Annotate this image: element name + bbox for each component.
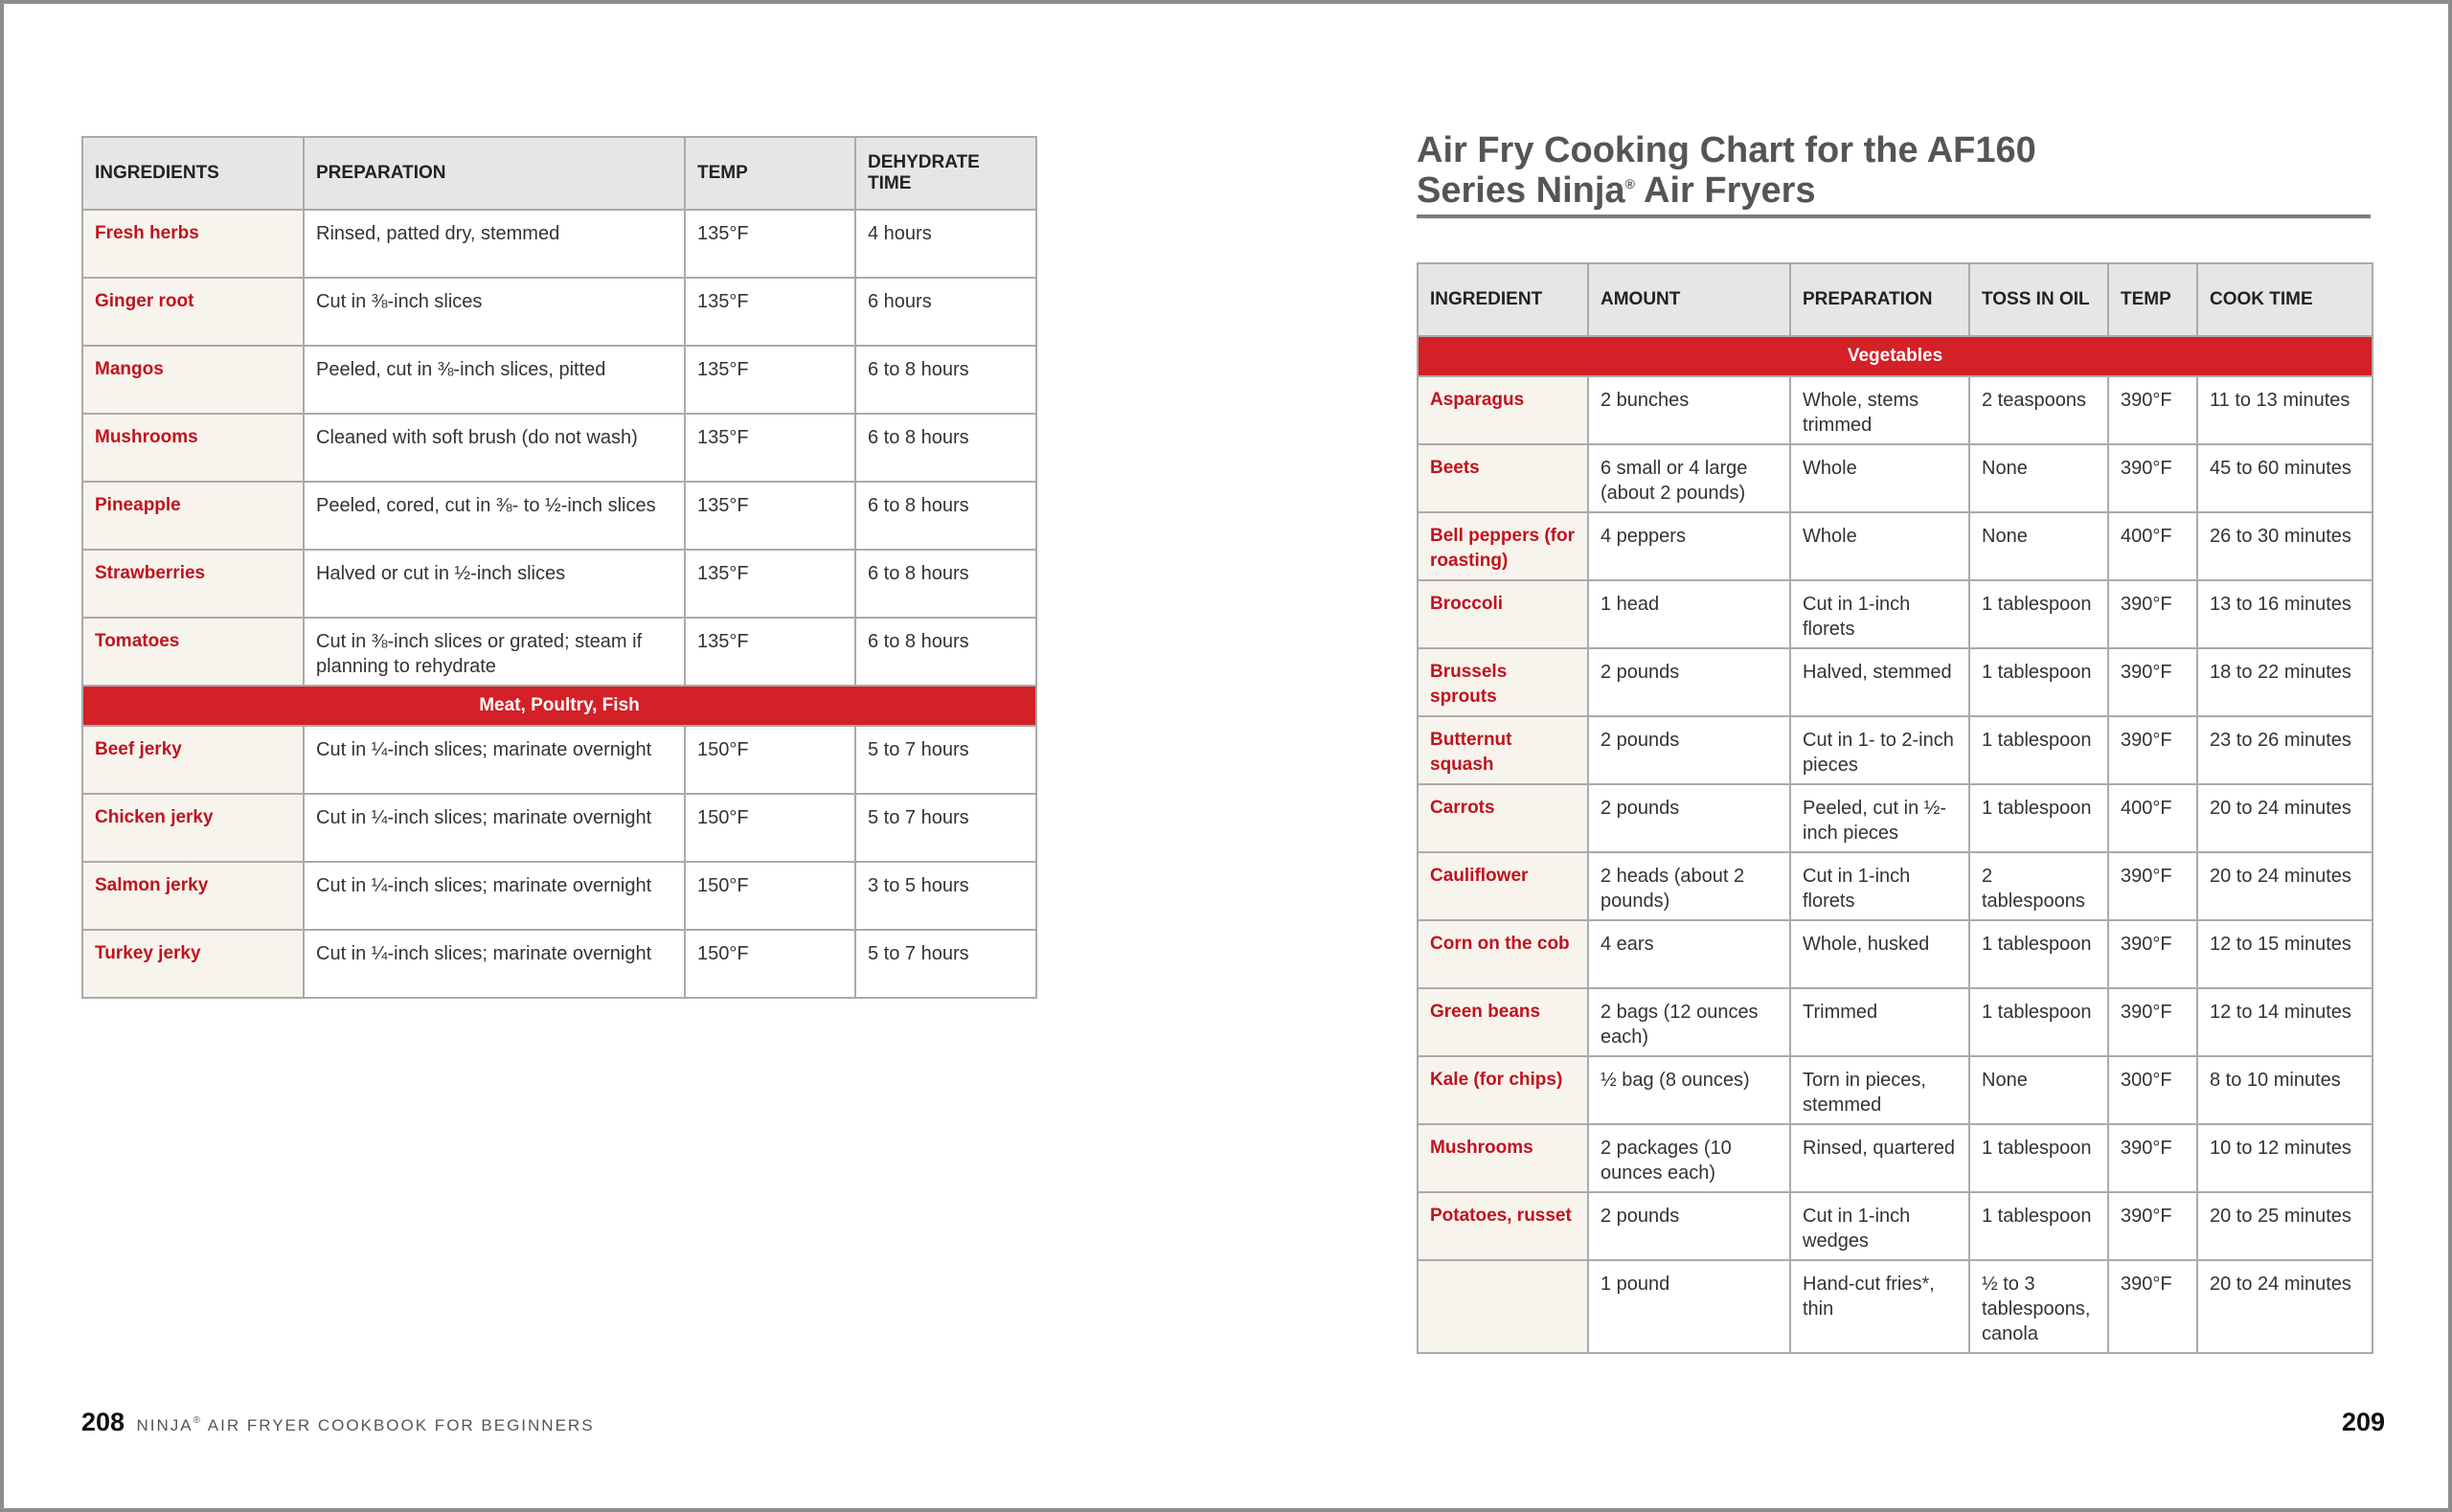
cook-time-cell: 13 to 16 minutes — [2197, 580, 2373, 648]
temp-cell: 390°F — [2108, 1124, 2197, 1192]
section-header-row — [82, 686, 1036, 726]
ingredient-cell: Corn on the cob — [1418, 920, 1588, 988]
amount-cell: 2 pounds — [1588, 1192, 1790, 1260]
temp-cell: 135°F — [685, 482, 855, 550]
preparation-cell: Cut in 1-inch florets — [1790, 580, 1969, 648]
table-row — [1418, 1056, 2373, 1124]
toss-in-oil-cell: None — [1969, 1056, 2108, 1124]
table-row — [82, 618, 1036, 686]
amount-cell: 1 pound — [1588, 1260, 1790, 1353]
amount-cell: 4 peppers — [1588, 512, 1790, 580]
right-page-number: 209 — [2341, 1408, 2385, 1436]
preparation-cell: Cut in ⅜-inch slices — [304, 278, 685, 346]
table-header-row — [1418, 263, 2373, 336]
toss-in-oil-cell: 1 tablespoon — [1969, 648, 2108, 716]
amount-cell: ½ bag (8 ounces) — [1588, 1056, 1790, 1124]
preparation-cell: Halved or cut in ½-inch slices — [304, 550, 685, 618]
amount-cell: 4 ears — [1588, 920, 1790, 988]
table-row — [1418, 784, 2373, 852]
page-title-line2-a: Series Ninja — [1417, 170, 1625, 211]
preparation-cell: Cut in ⅜-inch slices or grated; steam if planning to rehydrate — [304, 618, 685, 686]
dehydrate-time-cell: 6 to 8 hours — [855, 550, 1036, 618]
preparation-cell: Cut in ¼-inch slices; marinate overnight — [304, 930, 685, 998]
column-header-cook-time: COOK TIME — [2197, 263, 2373, 336]
preparation-cell: Torn in pieces, stemmed — [1790, 1056, 1969, 1124]
amount-cell: 2 packages (10 ounces each) — [1588, 1124, 1790, 1192]
dehydrate-time-cell: 5 to 7 hours — [855, 794, 1036, 862]
preparation-cell: Whole, stems trimmed — [1790, 376, 1969, 444]
column-header-preparation: PREPARATION — [304, 137, 685, 210]
amount-cell: 2 bunches — [1588, 376, 1790, 444]
column-header-preparation: PREPARATION — [1790, 263, 1969, 336]
ingredient-cell: Butternut squash — [1418, 716, 1588, 784]
amount-cell: 2 pounds — [1588, 716, 1790, 784]
air-fry-chart-body — [1418, 336, 2373, 1353]
preparation-cell: Cut in 1- to 2-inch pieces — [1790, 716, 1969, 784]
table-row — [1418, 920, 2373, 988]
table-row — [82, 930, 1036, 998]
table-row — [1418, 512, 2373, 580]
amount-cell: 2 heads (about 2 pounds) — [1588, 852, 1790, 920]
ingredient-cell: Mushrooms — [82, 414, 304, 482]
ingredient-cell: Beets — [1418, 444, 1588, 512]
temp-cell: 135°F — [685, 618, 855, 686]
dehydrate-time-cell: 6 to 8 hours — [855, 346, 1036, 414]
ingredient-cell: Chicken jerky — [82, 794, 304, 862]
book-title-rest: AIR FRYER COOKBOOK FOR BEGINNERS — [202, 1416, 595, 1434]
title-divider — [1417, 214, 2371, 218]
dehydrate-time-cell: 5 to 7 hours — [855, 930, 1036, 998]
ingredient-cell: Brussels sprouts — [1418, 648, 1588, 716]
table-row — [1418, 852, 2373, 920]
cook-time-cell: 20 to 25 minutes — [2197, 1192, 2373, 1260]
toss-in-oil-cell: 1 tablespoon — [1969, 716, 2108, 784]
table-row — [1418, 1260, 2373, 1353]
ingredient-cell: Carrots — [1418, 784, 1588, 852]
ingredient-cell: Bell peppers (for roasting) — [1418, 512, 1588, 580]
toss-in-oil-cell: 1 tablespoon — [1969, 988, 2108, 1056]
preparation-cell: Cut in ¼-inch slices; marinate overnight — [304, 862, 685, 930]
table-row — [82, 482, 1036, 550]
dehydrate-time-cell: 6 to 8 hours — [855, 482, 1036, 550]
preparation-cell: Rinsed, quartered — [1790, 1124, 1969, 1192]
toss-in-oil-cell: 2 teaspoons — [1969, 376, 2108, 444]
temp-cell: 390°F — [2108, 716, 2197, 784]
temp-cell: 390°F — [2108, 920, 2197, 988]
preparation-cell: Whole — [1790, 512, 1969, 580]
temp-cell: 390°F — [2108, 648, 2197, 716]
table-row — [1418, 648, 2373, 716]
dehydrate-time-cell: 6 hours — [855, 278, 1036, 346]
toss-in-oil-cell: 1 tablespoon — [1969, 920, 2108, 988]
table-row — [1418, 580, 2373, 648]
preparation-cell: Trimmed — [1790, 988, 1969, 1056]
book-title-brand: NINJA — [136, 1416, 193, 1434]
left-page-footer — [81, 1408, 595, 1437]
column-header-dehydrate-time: DEHYDRATE TIME — [855, 137, 1036, 210]
cook-time-cell: 20 to 24 minutes — [2197, 784, 2373, 852]
dehydrate-time-cell: 6 to 8 hours — [855, 414, 1036, 482]
temp-cell: 400°F — [2108, 784, 2197, 852]
table-row — [1418, 1192, 2373, 1260]
table-row — [82, 210, 1036, 278]
temp-cell: 390°F — [2108, 852, 2197, 920]
ingredient-cell: Mangos — [82, 346, 304, 414]
temp-cell: 150°F — [685, 726, 855, 794]
temp-cell: 390°F — [2108, 988, 2197, 1056]
toss-in-oil-cell: 2 tablespoons — [1969, 852, 2108, 920]
preparation-cell: Halved, stemmed — [1790, 648, 1969, 716]
amount-cell: 2 pounds — [1588, 784, 1790, 852]
toss-in-oil-cell: 1 tablespoon — [1969, 1192, 2108, 1260]
table-row — [82, 414, 1036, 482]
temp-cell: 135°F — [685, 210, 855, 278]
ingredient-cell: Fresh herbs — [82, 210, 304, 278]
toss-in-oil-cell: 1 tablespoon — [1969, 1124, 2108, 1192]
ingredient-cell: Kale (for chips) — [1418, 1056, 1588, 1124]
page-title — [1417, 130, 2371, 211]
ingredient-cell — [1418, 1260, 1588, 1353]
preparation-cell: Peeled, cored, cut in ⅜- to ½-inch slices — [304, 482, 685, 550]
section-header-row — [1418, 336, 2373, 376]
amount-cell: 2 bags (12 ounces each) — [1588, 988, 1790, 1056]
cook-time-cell: 11 to 13 minutes — [2197, 376, 2373, 444]
cook-time-cell: 20 to 24 minutes — [2197, 852, 2373, 920]
preparation-cell: Cut in ¼-inch slices; marinate overnight — [304, 726, 685, 794]
temp-cell: 150°F — [685, 930, 855, 998]
page-title-line1: Air Fry Cooking Chart for the AF160 — [1417, 130, 2036, 170]
toss-in-oil-cell: 1 tablespoon — [1969, 784, 2108, 852]
ingredient-cell: Cauliflower — [1418, 852, 1588, 920]
table-row — [1418, 444, 2373, 512]
toss-in-oil-cell: None — [1969, 512, 2108, 580]
cook-time-cell: 8 to 10 minutes — [2197, 1056, 2373, 1124]
temp-cell: 135°F — [685, 550, 855, 618]
amount-cell: 6 small or 4 large (about 2 pounds) — [1588, 444, 1790, 512]
preparation-cell: Whole, husked — [1790, 920, 1969, 988]
table-row — [1418, 716, 2373, 784]
cook-time-cell: 12 to 14 minutes — [2197, 988, 2373, 1056]
preparation-cell: Cleaned with soft brush (do not wash) — [304, 414, 685, 482]
table-row — [1418, 988, 2373, 1056]
table-row — [82, 550, 1036, 618]
cook-time-cell: 23 to 26 minutes — [2197, 716, 2373, 784]
ingredient-cell: Asparagus — [1418, 376, 1588, 444]
preparation-cell: Cut in 1-inch florets — [1790, 852, 1969, 920]
preparation-cell: Cut in ¼-inch slices; marinate overnight — [304, 794, 685, 862]
dehydrate-chart-table — [81, 136, 1037, 999]
ingredient-cell: Broccoli — [1418, 580, 1588, 648]
temp-cell: 390°F — [2108, 580, 2197, 648]
column-header-temp: TEMP — [685, 137, 855, 210]
amount-cell: 2 pounds — [1588, 648, 1790, 716]
dehydrate-time-cell: 3 to 5 hours — [855, 862, 1036, 930]
page-title-registered-mark: ® — [1624, 176, 1635, 192]
cook-time-cell: 10 to 12 minutes — [2197, 1124, 2373, 1192]
table-row — [82, 726, 1036, 794]
column-header-ingredients: INGREDIENTS — [82, 137, 304, 210]
ingredient-cell: Beef jerky — [82, 726, 304, 794]
temp-cell: 390°F — [2108, 444, 2197, 512]
temp-cell: 300°F — [2108, 1056, 2197, 1124]
cook-time-cell: 26 to 30 minutes — [2197, 512, 2373, 580]
ingredient-cell: Mushrooms — [1418, 1124, 1588, 1192]
page-title-line2-b: Air Fryers — [1634, 170, 1816, 211]
column-header-toss-in-oil: TOSS IN OIL — [1969, 263, 2108, 336]
table-row — [82, 278, 1036, 346]
table-row — [1418, 1124, 2373, 1192]
preparation-cell: Whole — [1790, 444, 1969, 512]
temp-cell: 135°F — [685, 278, 855, 346]
temp-cell: 150°F — [685, 794, 855, 862]
toss-in-oil-cell: None — [1969, 444, 2108, 512]
column-header-temp: TEMP — [2108, 263, 2197, 336]
ingredient-cell: Salmon jerky — [82, 862, 304, 930]
book-title — [137, 1416, 595, 1434]
temp-cell: 135°F — [685, 346, 855, 414]
cook-time-cell: 18 to 22 minutes — [2197, 648, 2373, 716]
preparation-cell: Rinsed, patted dry, stemmed — [304, 210, 685, 278]
air-fry-chart-table — [1417, 262, 2373, 1354]
temp-cell: 400°F — [2108, 512, 2197, 580]
toss-in-oil-cell: 1 tablespoon — [1969, 580, 2108, 648]
dehydrate-chart-body — [82, 210, 1036, 998]
temp-cell: 390°F — [2108, 376, 2197, 444]
registered-mark: ® — [193, 1415, 203, 1426]
amount-cell: 1 head — [1588, 580, 1790, 648]
temp-cell: 150°F — [685, 862, 855, 930]
column-header-ingredient: INGREDIENT — [1418, 263, 1588, 336]
preparation-cell: Hand-cut fries*, thin — [1790, 1260, 1969, 1353]
ingredient-cell: Strawberries — [82, 550, 304, 618]
preparation-cell: Cut in 1-inch wedges — [1790, 1192, 1969, 1260]
preparation-cell: Peeled, cut in ½-inch pieces — [1790, 784, 1969, 852]
preparation-cell: Peeled, cut in ⅜-inch slices, pitted — [304, 346, 685, 414]
temp-cell: 390°F — [2108, 1260, 2197, 1353]
ingredient-cell: Pineapple — [82, 482, 304, 550]
left-page-number: 208 — [81, 1408, 125, 1436]
table-row — [82, 346, 1036, 414]
ingredient-cell: Turkey jerky — [82, 930, 304, 998]
ingredient-cell: Potatoes, russet — [1418, 1192, 1588, 1260]
toss-in-oil-cell: ½ to 3 tablespoons, canola — [1969, 1260, 2108, 1353]
temp-cell: 135°F — [685, 414, 855, 482]
dehydrate-time-cell: 6 to 8 hours — [855, 618, 1036, 686]
temp-cell: 390°F — [2108, 1192, 2197, 1260]
cook-time-cell: 45 to 60 minutes — [2197, 444, 2373, 512]
table-row — [82, 794, 1036, 862]
column-header-amount: AMOUNT — [1588, 263, 1790, 336]
table-header-row — [82, 137, 1036, 210]
section-header: Vegetables — [1418, 336, 2373, 376]
ingredient-cell: Tomatoes — [82, 618, 304, 686]
dehydrate-time-cell: 5 to 7 hours — [855, 726, 1036, 794]
cook-time-cell: 12 to 15 minutes — [2197, 920, 2373, 988]
cook-time-cell: 20 to 24 minutes — [2197, 1260, 2373, 1353]
ingredient-cell: Green beans — [1418, 988, 1588, 1056]
table-row — [82, 862, 1036, 930]
ingredient-cell: Ginger root — [82, 278, 304, 346]
table-row — [1418, 376, 2373, 444]
section-header: Meat, Poultry, Fish — [82, 686, 1036, 726]
dehydrate-time-cell: 4 hours — [855, 210, 1036, 278]
